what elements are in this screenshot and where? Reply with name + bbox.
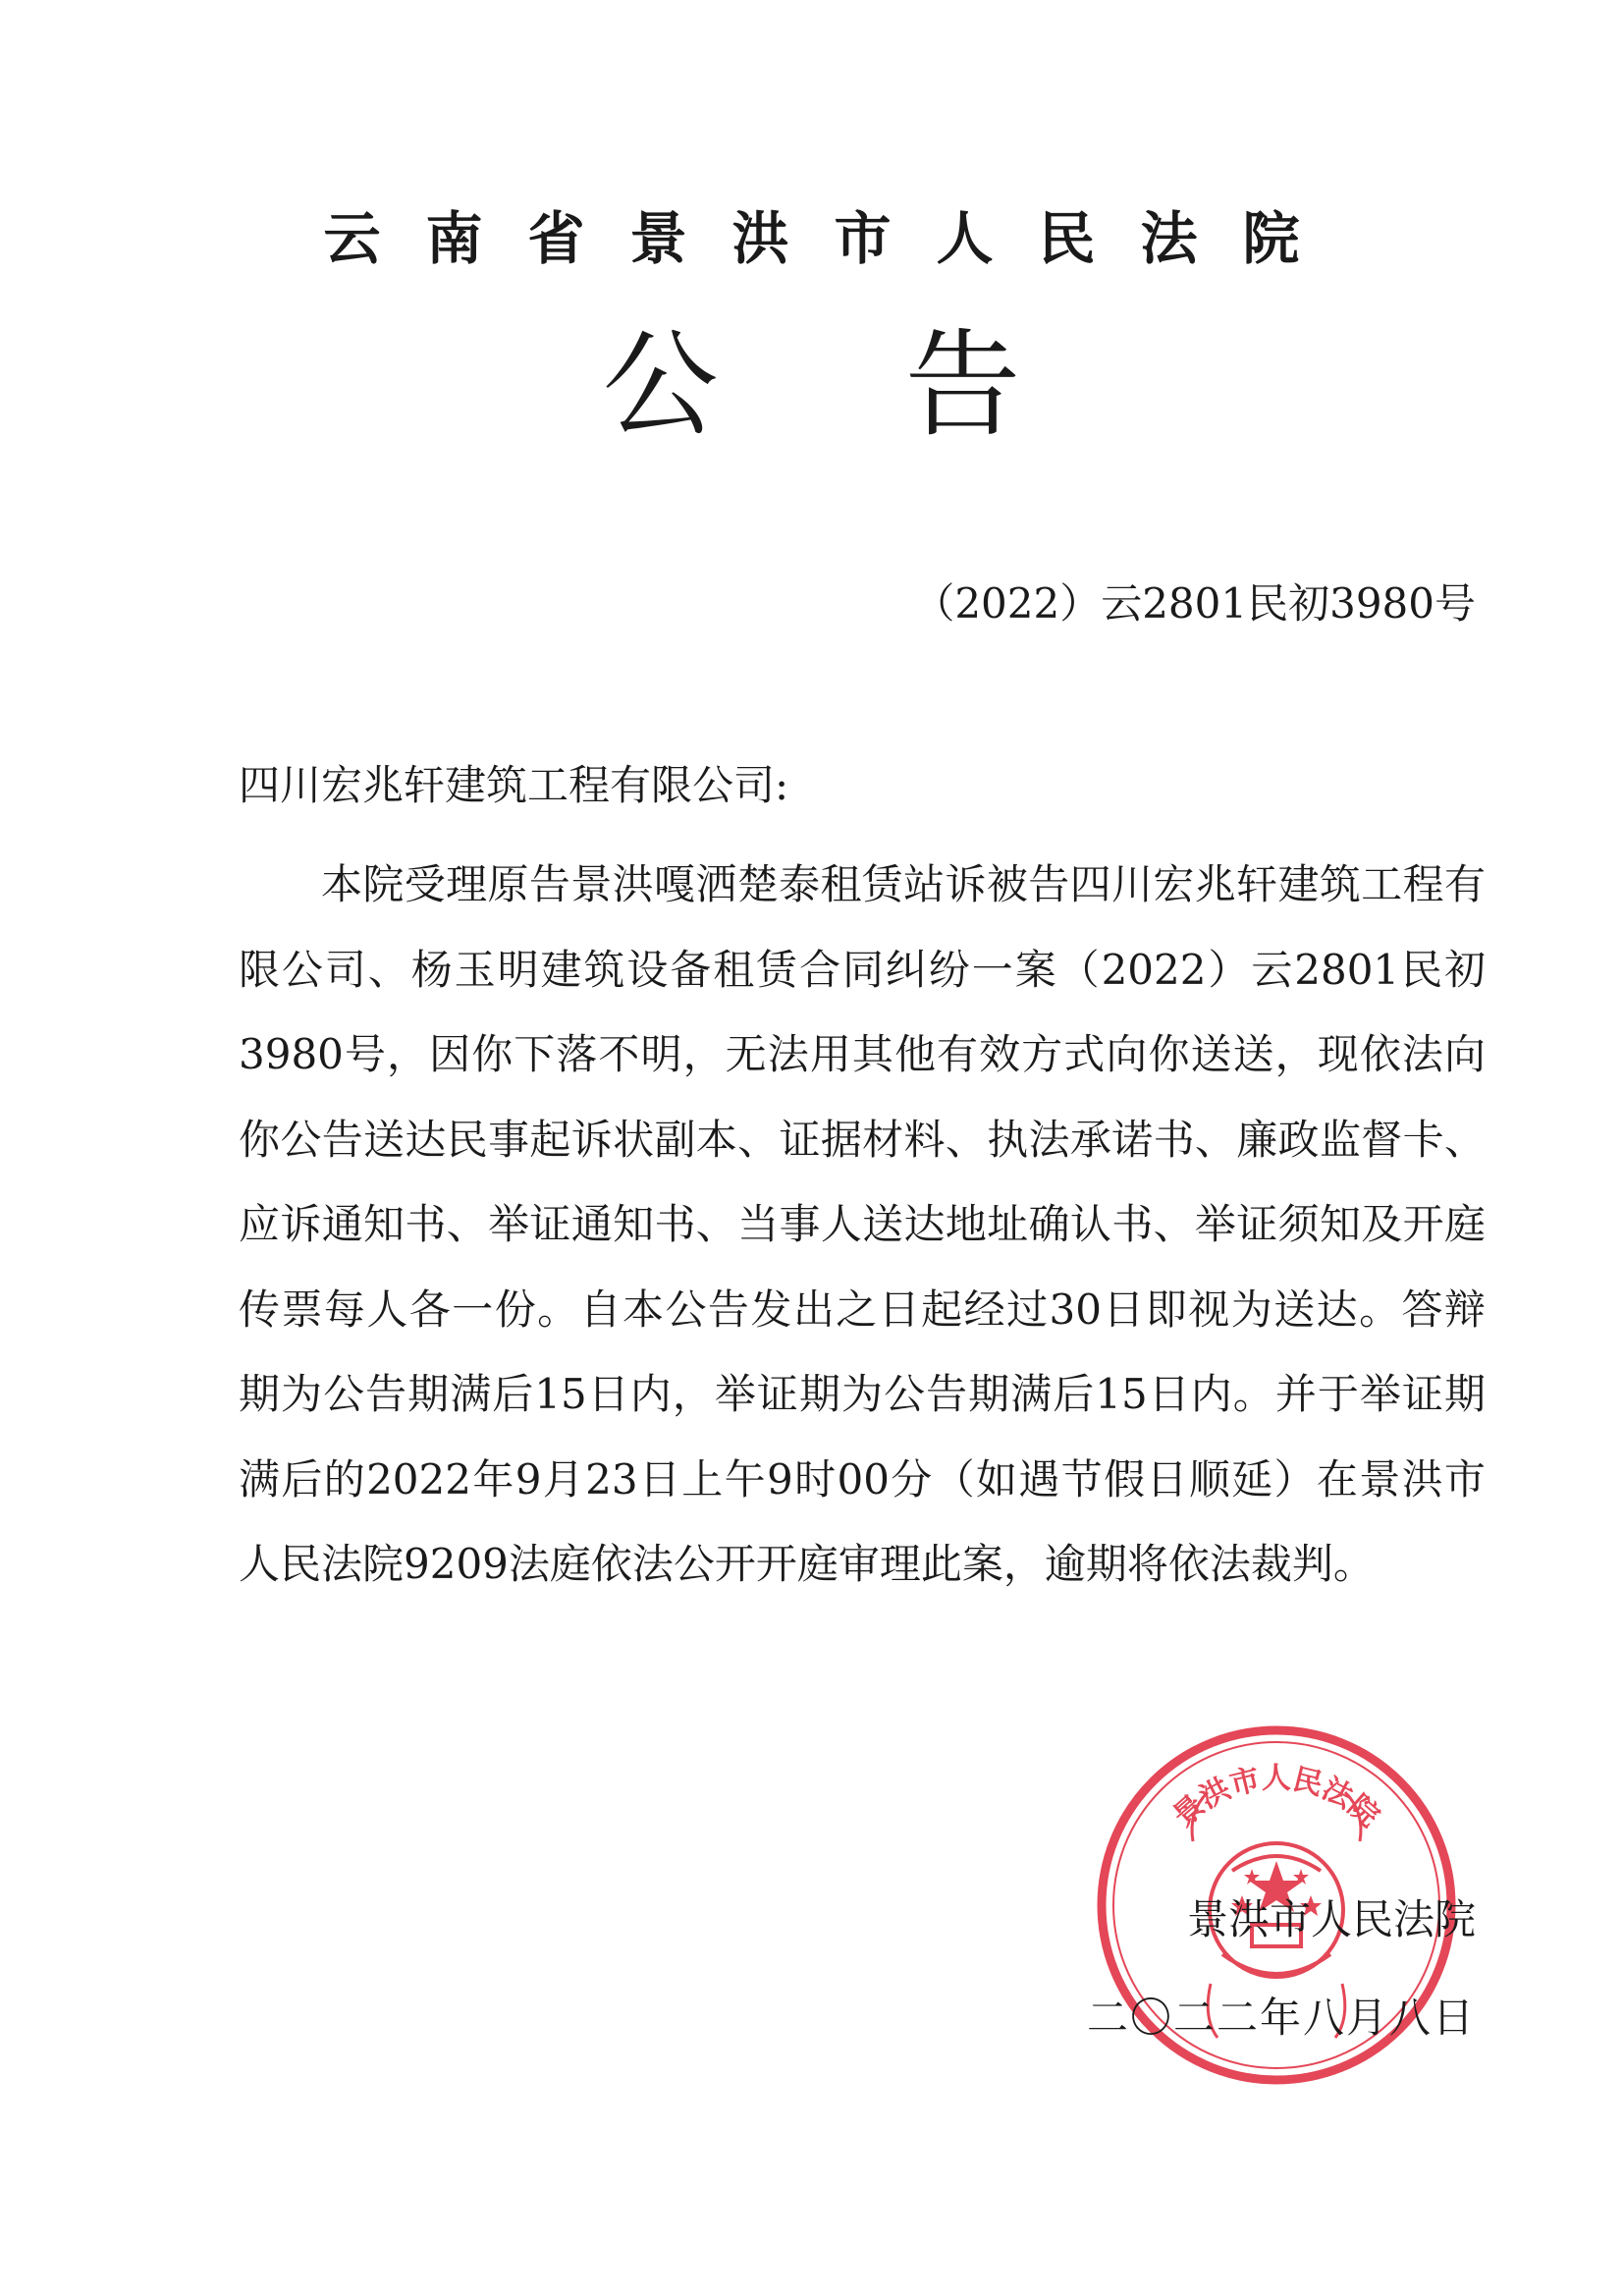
notice-body: 本院受理原告景洪嘎洒楚泰租赁站诉被告四川宏兆轩建筑工程有限公司、杨玉明建筑设备租赁合同纠纷一案（2022）云2801民初3980号，因你下落不明，无法用其他有效方式向你送送，现依法向你公告送达民事起诉状副本、证据材料、执法承诺书、廉政监督卡、应诉通知书、举证通知书、当事人送达地址确认书、举证须知及开庭传票每人各一份。自本公告发出之日起经过30日即视为送达。答辩期为公告期满后15日内，举证期为公告期满后15日内。并于举证期满后的2022年9月23日上午9时00分（如遇节假日顺延）在景洪市人民法院9209法庭依法公开开庭审理此案，逾期将依法裁判。 — [239, 860, 1486, 1588]
document-title: 公告 — [602, 317, 1208, 453]
notice-date: 二〇二二年八月八日 — [1086, 1994, 1476, 2042]
svg-text:景洪市人民法院 — [1166, 1762, 1385, 1834]
case-number: （2022）云2801民初3980号 — [913, 579, 1476, 628]
addressee: 四川宏兆轩建筑工程有限公司: — [239, 761, 789, 809]
seal-text: 景洪市人民法院 — [1166, 1761, 1386, 1834]
signature-court-name: 景洪市人民法院 — [1186, 1895, 1476, 1943]
court-name: 云南省景洪市人民法院 — [323, 205, 1345, 272]
